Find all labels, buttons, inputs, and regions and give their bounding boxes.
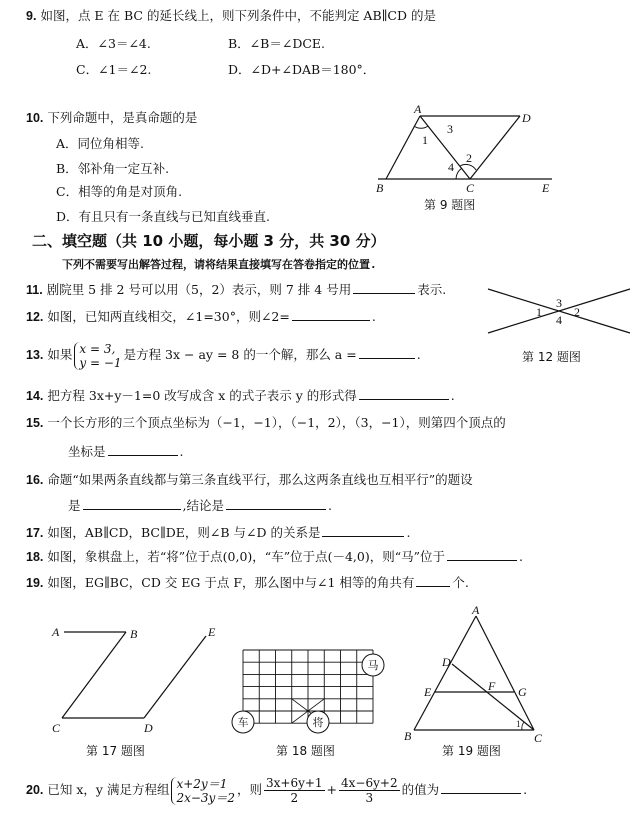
q9-option-c: C．∠1＝∠2. [76, 62, 152, 77]
q14-number: 14. [26, 389, 44, 403]
fig9-angle-3: 3 [447, 122, 453, 136]
q13-equation-system [74, 342, 121, 370]
q18-answer-blank[interactable] [447, 548, 517, 561]
q20-text: 已知 x，y 满足方程组 [47, 782, 170, 797]
q9-stem-text: 如图，点 E 在 BC 的延长线上，则下列条件中，不能判定 AB∥CD 的是 [40, 8, 436, 23]
q15-line1 [26, 415, 506, 431]
fig9-diagram [370, 100, 570, 200]
piece-ma-label: 马 [367, 659, 379, 672]
fig9-angle-1: 1 [422, 133, 428, 147]
q20-system-line2: 2x−3y＝2 [176, 790, 235, 805]
q15-text-end: . [179, 444, 184, 459]
fig17-label-a: A [52, 625, 60, 639]
q17-answer-blank[interactable] [322, 524, 404, 537]
q10-stem-text: 下列命题中，是真命题的是 [47, 110, 198, 125]
fig12-angle-1: 1 [536, 305, 542, 319]
fig9-label-b: B [376, 181, 384, 195]
fig12-caption: 第 12 题图 [522, 350, 581, 364]
q20-text-mid: ，则 [236, 782, 262, 797]
q15-line2 [68, 443, 184, 460]
fig17-label-d: D [144, 721, 153, 735]
q13-system-line2: y = −1 [79, 355, 122, 370]
q9-option-a: A．∠3＝∠4. [76, 36, 151, 51]
q13-number: 13. [26, 348, 44, 362]
q16-text-2: 是 [68, 498, 81, 513]
q14-text-end: . [450, 388, 455, 403]
q19 [26, 574, 469, 591]
q16-text-mid: ,结论是 [182, 498, 224, 513]
q20-plus-sign: + [326, 782, 338, 797]
fig9-angle-4: 4 [448, 160, 454, 174]
fig9-label-a: A [414, 102, 422, 116]
q20-text-post: 的值为 [401, 782, 440, 797]
q19-text-end: 个. [452, 575, 469, 590]
q12-answer-blank[interactable] [292, 308, 370, 321]
section2-title: 二、填空题（共 10 小题，每小题 3 分，共 30 分） [32, 232, 386, 250]
q17-text: 如图，AB∥CD，BC∥DE，则∠B 与∠D 的关系是 [47, 525, 321, 540]
piece-jiang [307, 711, 329, 733]
q13-text-end: . [416, 347, 421, 362]
q15-number: 15. [26, 416, 44, 430]
q13-answer-blank[interactable] [359, 346, 415, 359]
q11-answer-blank[interactable] [353, 281, 415, 294]
q9-stem [26, 8, 436, 24]
q9-option-b: B．∠B＝∠DCE. [228, 36, 326, 51]
q12-number: 12. [26, 310, 44, 324]
fig9-label-c: C [466, 181, 475, 195]
q18-text: 如图，象棋盘上，若“将”位于点(0,0)，“车”位于点(－4,0)，则“马”位于 [47, 549, 445, 564]
q20-equation-system [171, 777, 235, 805]
fig9-angle-2: 2 [466, 151, 472, 165]
fig12-angle-2: 2 [574, 305, 580, 319]
q11-number: 11. [26, 283, 43, 297]
q13-text-mid: 是方程 3x − ay = 8 的一个解，那么 a = [123, 347, 357, 362]
q14-text: 把方程 3x+y－1=0 改写成含 x 的式子表示 y 的形式得 [47, 388, 357, 403]
q10-option-c: C．相等的角是对顶角. [56, 184, 183, 199]
fig17-diagram [48, 622, 228, 742]
q16-number: 16. [26, 473, 44, 487]
q20-fraction-1 [264, 776, 325, 805]
fig19-label-c: C [534, 731, 543, 745]
q20-fraction-2-denominator: 3 [365, 791, 374, 805]
q10-number: 10. [26, 111, 44, 125]
q18 [26, 548, 523, 565]
fig19-label-f: F [488, 679, 496, 693]
fig19-angle-1: 1 [516, 719, 521, 729]
fig9-label-e: E [542, 181, 550, 195]
q20 [26, 770, 527, 810]
fig17-caption: 第 17 题图 [86, 744, 145, 758]
fig19-label-g: G [518, 685, 527, 699]
q10-option-a: A．同位角相等. [56, 136, 145, 151]
q19-text: 如图，EG∥BC，CD 交 EG 于点 F，那么图中与∠1 相等的角共有 [47, 575, 415, 590]
q20-answer-blank[interactable] [441, 781, 521, 794]
fig19-label-b: B [404, 729, 412, 743]
fig19-diagram [400, 603, 550, 746]
q13-text: 如果 [47, 347, 73, 362]
fig9-label-d: D [522, 111, 531, 125]
q11-text: 剧院里 5 排 2 号可以用（5，2）表示，则 7 排 4 号用 [46, 282, 352, 297]
fig19-label-a: A [472, 603, 480, 617]
q16-premise-blank[interactable] [83, 497, 181, 510]
q20-system-line1: x+2y＝1 [176, 776, 228, 791]
fig19-label-d: D [442, 655, 451, 669]
q11-text-end: 表示. [417, 282, 447, 297]
q20-number: 20. [26, 783, 44, 797]
q16-line1 [26, 472, 473, 488]
q10-option-b: B．邻补角一定互补. [56, 161, 170, 176]
q20-fraction-2 [339, 776, 400, 805]
q20-fraction-1-numerator: 3x+6y+1 [265, 776, 323, 790]
q16-text: 命题“如果两条直线都与第三条直线平行，那么这两条直线也互相平行”的题设 [47, 472, 473, 487]
q15-answer-blank[interactable] [108, 443, 178, 456]
piece-ma [362, 654, 384, 676]
fig9-caption: 第 9 题图 [424, 198, 476, 212]
piece-che [232, 711, 254, 733]
q20-fraction-2-numerator: 4x−6y+2 [341, 776, 398, 790]
fig19-label-e: E [424, 685, 432, 699]
fig19-caption: 第 19 题图 [442, 744, 501, 758]
q19-number: 19. [26, 576, 44, 590]
q9-option-d: D．∠D+∠DAB＝180°． [228, 62, 376, 77]
q18-number: 18. [26, 550, 44, 564]
fig17-label-b: B [130, 627, 138, 641]
q16-conclusion-blank[interactable] [226, 497, 326, 510]
q11 [26, 281, 446, 298]
q20-fraction-1-denominator: 2 [290, 791, 299, 805]
q14-answer-blank[interactable] [359, 387, 449, 400]
q9-number: 9. [26, 9, 37, 23]
fig12-angle-4: 4 [556, 313, 562, 327]
piece-che-label: 车 [237, 716, 249, 729]
q15-text: 一个长方形的三个顶点坐标为（−1，−1），（−1，2），（3，−1），则第四个顶点的 [47, 415, 506, 430]
fig17-label-e: E [208, 625, 216, 639]
q15-text-2: 坐标是 [68, 444, 106, 459]
q13 [26, 340, 421, 370]
q10-option-d: D．有且只有一条直线与已知直线垂直. [56, 209, 270, 224]
q12-text-end: . [371, 309, 376, 324]
q18-text-end: . [519, 549, 523, 564]
q14 [26, 387, 455, 404]
q13-system-line1: x = 3, [79, 341, 116, 356]
q12 [26, 308, 376, 325]
q16-text-end: . [328, 498, 332, 513]
q20-text-end: . [523, 782, 528, 797]
fig17-label-c: C [52, 721, 61, 735]
fig18-chessboard [236, 644, 396, 744]
fig12-angle-3: 3 [556, 296, 562, 310]
q16-line2 [68, 497, 332, 514]
q19-answer-blank[interactable] [416, 574, 450, 587]
section2-note: 下列不需要写出解答过程，请将结果直接填写在答卷指定的位置. [62, 258, 377, 271]
fig18-caption: 第 18 题图 [276, 744, 335, 758]
fig12-diagram [484, 283, 634, 339]
q10-stem [26, 110, 197, 126]
q17 [26, 524, 410, 541]
q17-number: 17. [26, 526, 44, 540]
q12-text: 如图，已知两直线相交，∠1=30°，则∠2= [47, 309, 290, 324]
piece-jiang-label: 将 [312, 716, 324, 729]
q17-text-end: . [406, 525, 411, 540]
